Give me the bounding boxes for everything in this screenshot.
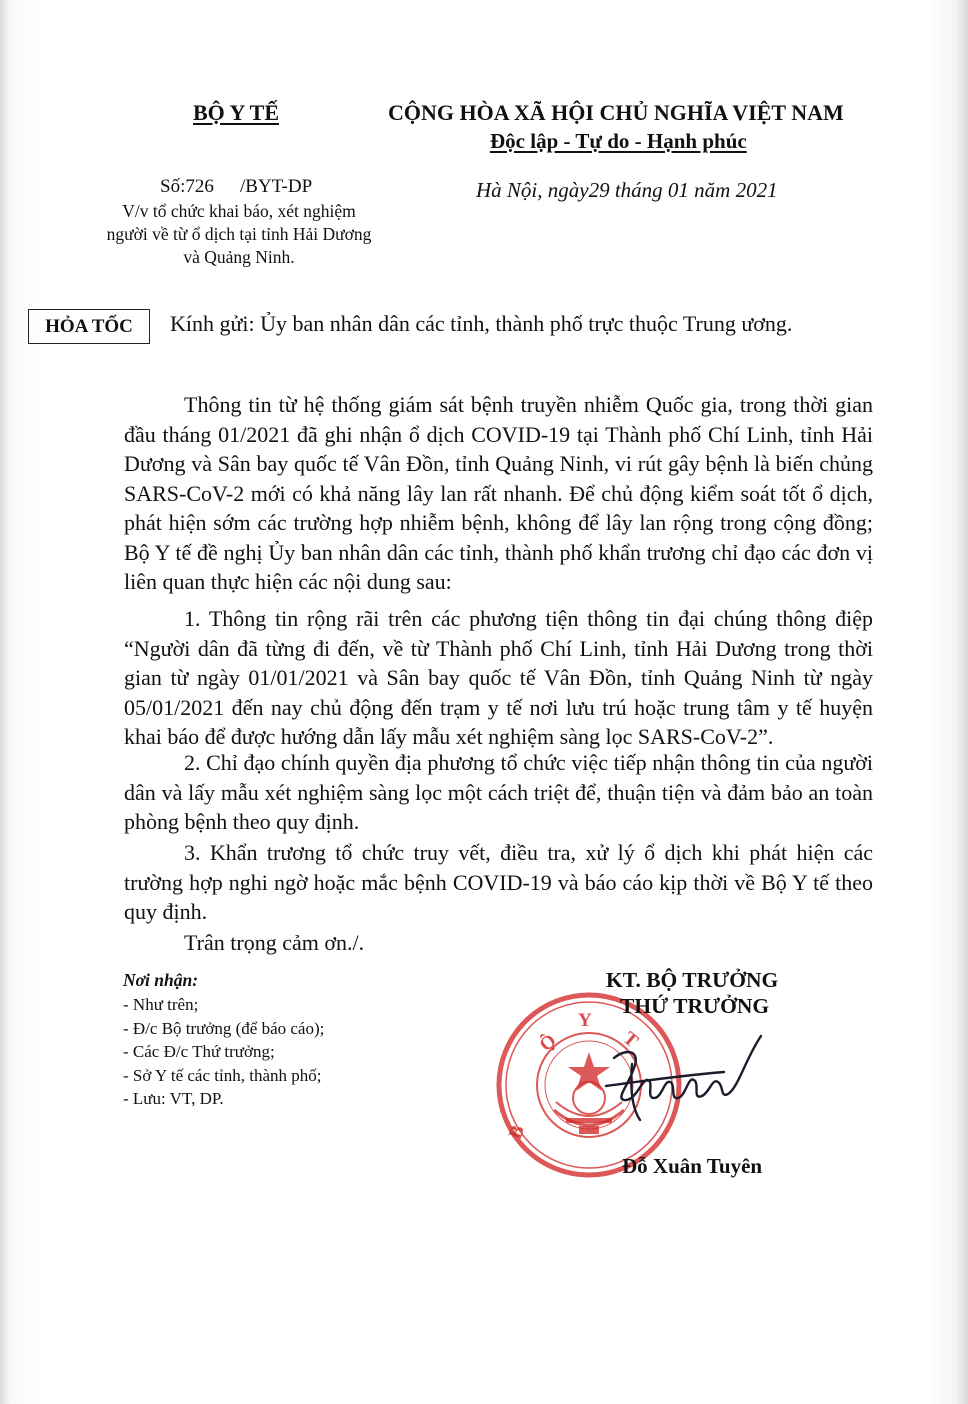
dateline: Hà Nội, ngày29 tháng 01 năm 2021 [476,178,778,202]
national-title: CỘNG HÒA XÃ HỘI CHỦ NGHĨA VIỆT NAM [388,100,844,125]
handwritten-signature-icon [596,1028,766,1128]
item-1-paragraph: 1. Thông tin rộng rãi trên các phương tiện thông tin đại chúng thông điệp “Người dân đã từng đi đến, về từ Thành phố Chí Linh, tỉnh Hải Dương trong thời gian từ ngày 01/01/2021 và Sân bay quốc tế Vân Đồn, tỉnh Quảng Ninh từ ngày 05/01/2021 đến nay chủ động đến trạm y tế nơi lưu trú hoặc trung tâm y tế huyện khai báo để được hướng dẫn lấy mẫu xét nghiệm sàng lọc SARS-CoV-2”. [124,606,873,749]
national-motto: Độc lập - Tự do - Hạnh phúc [490,129,747,153]
recipient-line: Kính gửi: Ủy ban nhân dân các tỉnh, thành phố trực thuộc Trung ương. [170,311,793,336]
urgency-label: HỎA TỐC [28,309,150,344]
issuing-ministry: BỘ Y TẾ [193,100,279,125]
recipient-item: - Lưu: VT, DP. [123,1089,224,1108]
closing-line: Trân trọng cảm ơn./. [184,930,365,955]
document-code: /BYT-DP [240,176,313,197]
signatory-role-1: KT. BỘ TRƯỞNG [606,968,779,992]
intro-paragraph: Thông tin từ hệ thống giám sát bệnh truyền nhiễm Quốc gia, trong thời gian đầu tháng 01/2021 đã ghi nhận ổ dịch COVID-19 tại Thành phố Chí Linh, tỉnh Hải Dương và Sân bay quốc tế Vân Đồn, tỉnh Quảng Ninh, vi rút gây bệnh là biến chủng SARS-CoV-2 mới có khả năng lây lan rất nhanh. Để chủ động kiểm soát tốt ổ dịch, phát hiện sớm các trường hợp nhiễm bệnh, không để lây lan rộng trong cộng đồng; Bộ Y tế đề nghị Ủy ban nhân dân các tỉnh, thành phố khẩn trương chỉ đạo các đơn vị liên quan thực hiện các nội dung sau: [124,392,873,594]
recipient-item: - Sở Y tế các tỉnh, thành phố; [123,1065,322,1085]
recipients-title: Nơi nhận: [123,970,199,990]
document-subject: V/v tổ chức khai báo, xét nghiệm người về từ ổ dịch tại tỉnh Hải Dương và Quảng Ninh. [106,201,372,267]
recipient-item: - Đ/c Bộ trưởng (để báo cáo); [123,1018,325,1038]
signatory-role-2: THỨ TRƯỞNG [620,994,770,1018]
recipients-list [123,993,324,1111]
seal-letter: Y [578,1010,592,1031]
seal-letter: B [504,1122,530,1142]
item-3-paragraph: 3. Khẩn trương tổ chức truy vết, điều tra, xử lý ổ dịch khi phát hiện các trường hợp nghi ngờ hoặc mắc bệnh COVID-19 và báo cáo kịp thời về Bộ Y tế theo quy định. [124,840,873,924]
recipient-item: - Các Đ/c Thứ trưởng; [123,1042,275,1061]
seal-letter: Ộ [535,1030,561,1056]
signatory-name: Đỗ Xuân Tuyên [622,1154,763,1178]
recipient-item: - Như trên; [123,995,199,1014]
seal-letter: T [618,1027,643,1052]
item-2-paragraph: 2. Chỉ đạo chính quyền địa phương tổ chức việc tiếp nhận thông tin của người dân và lấy mẫu xét nghiệm sàng lọc một cách triệt để, thuận tiện và đảm bảo an toàn phòng bệnh theo quy định. [124,750,873,834]
document-number: Số:726 [160,176,214,197]
